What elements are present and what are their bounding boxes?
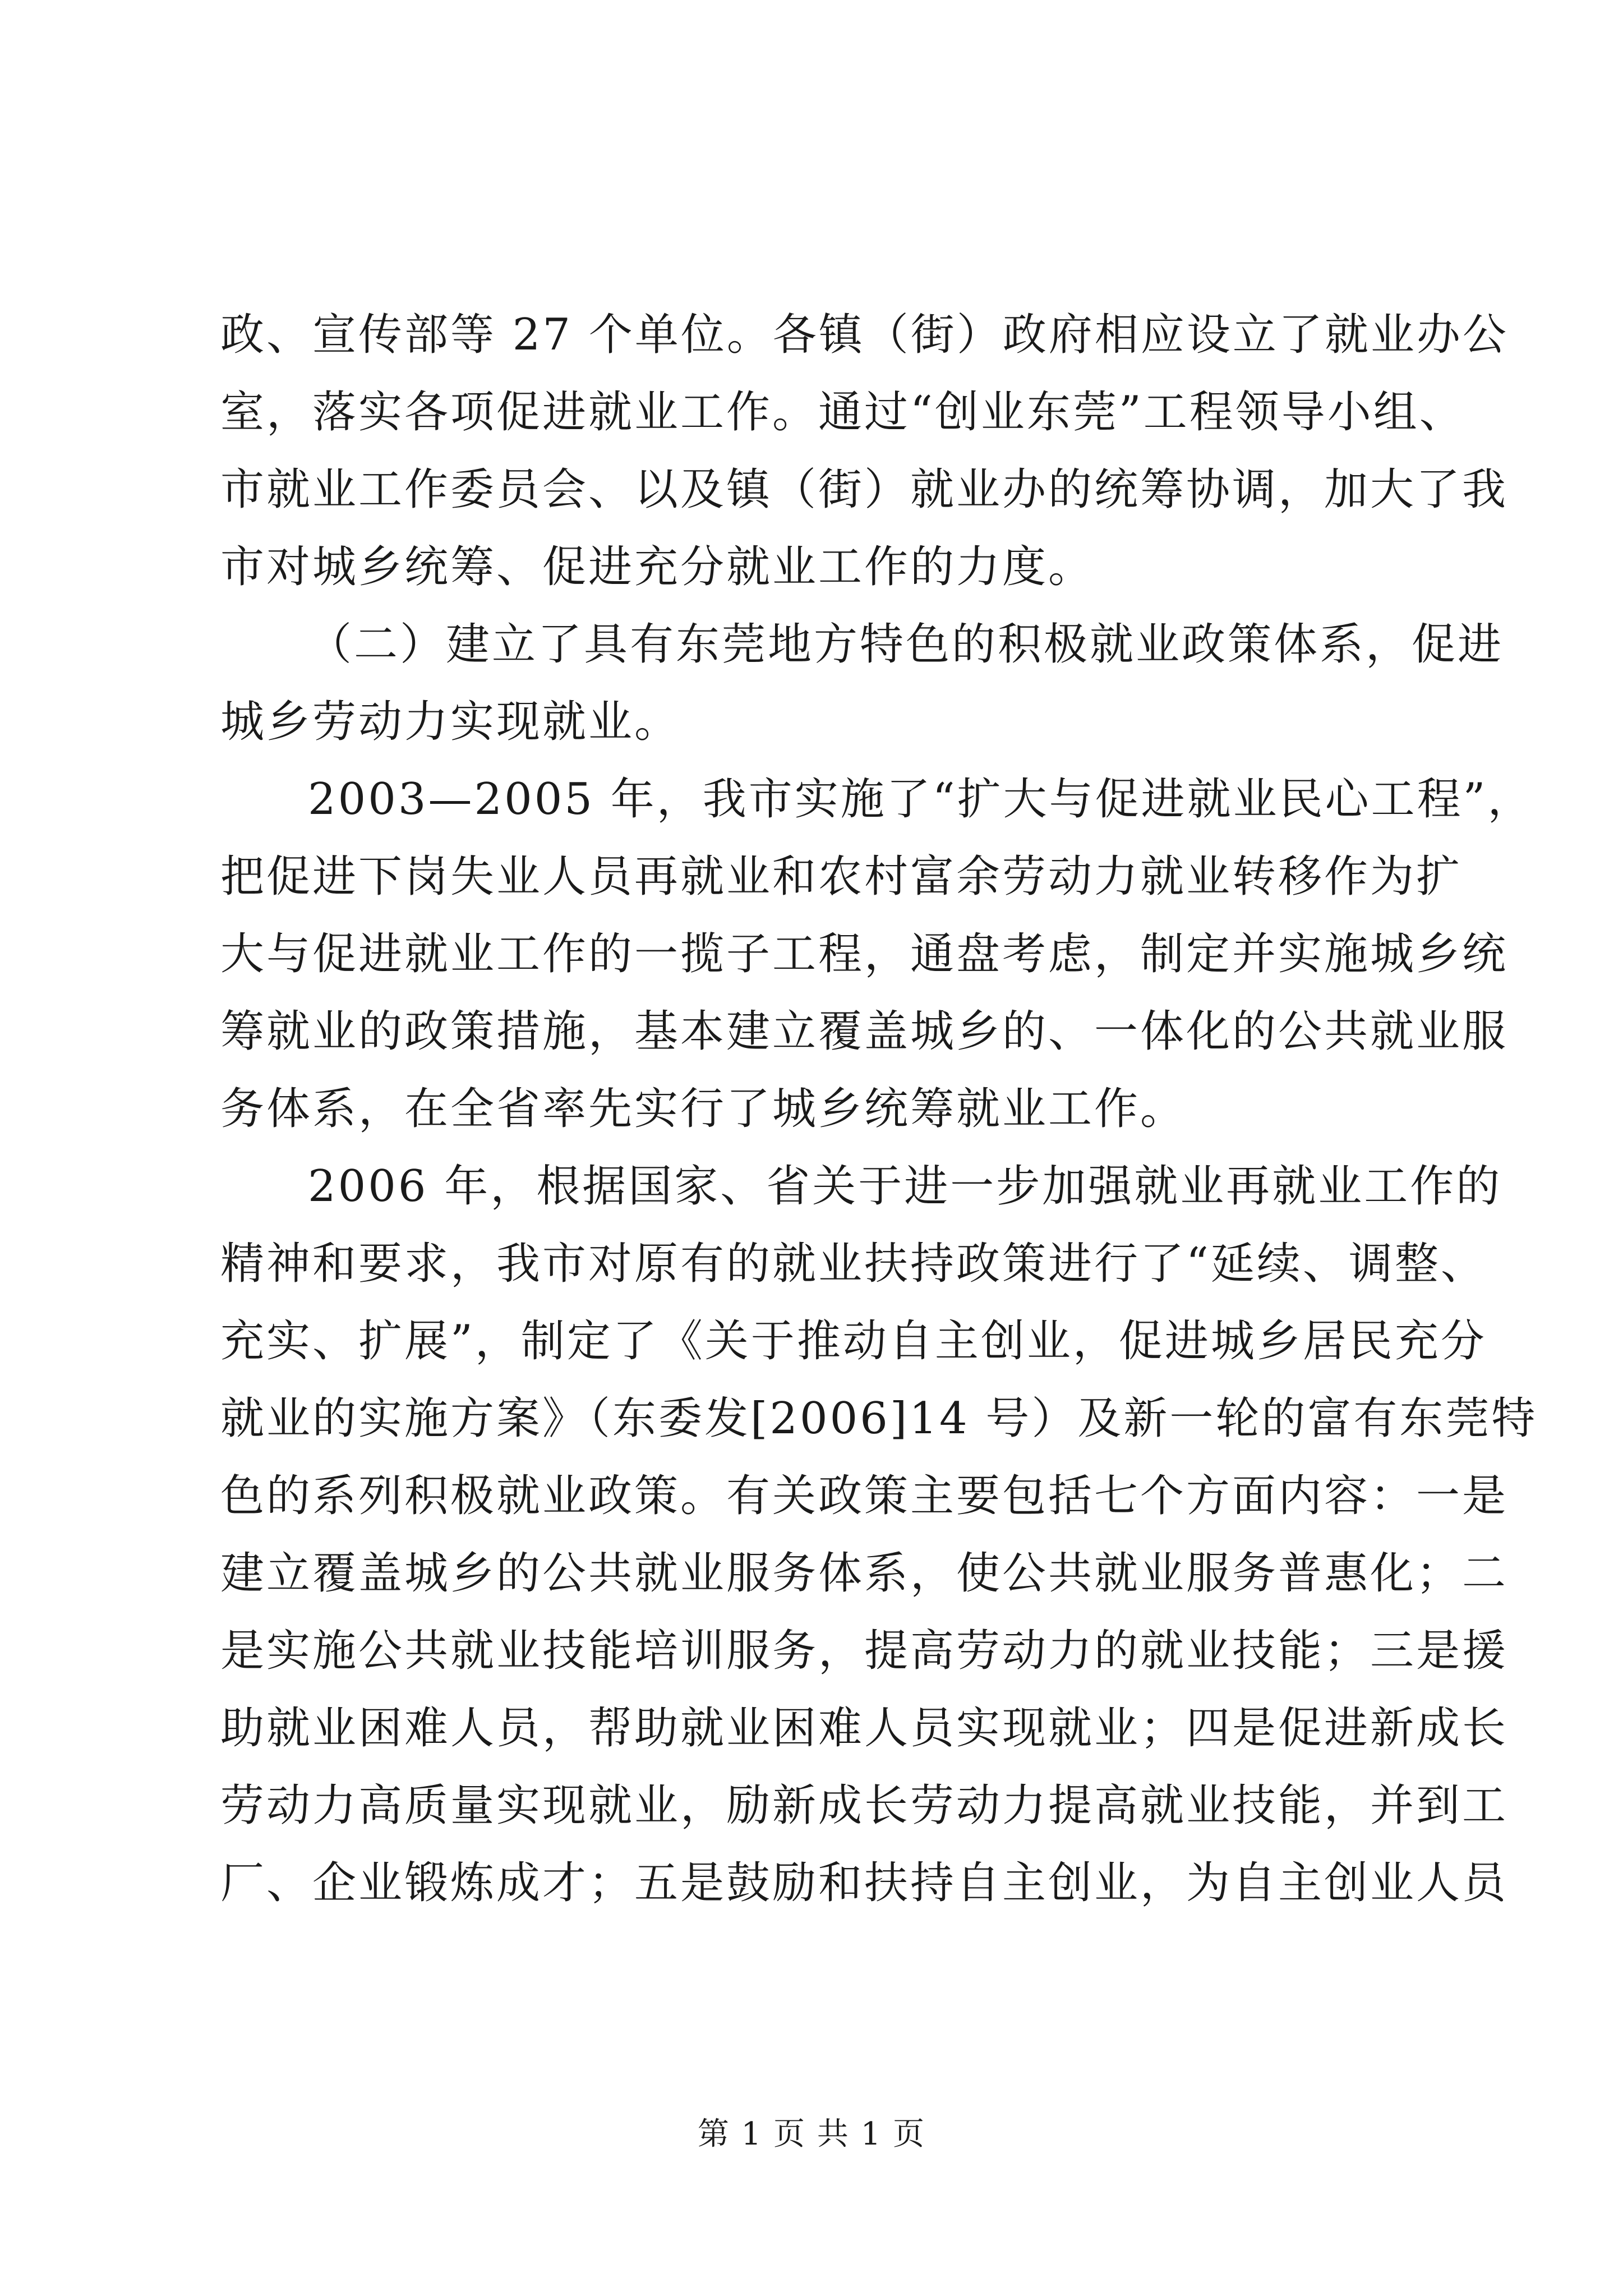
text-line: （二）建立了具有东莞地方特色的积极就业政策体系，促进	[308, 619, 1504, 670]
text-line: 政、宣传部等 27 个单位。各镇（街）政府相应设立了就业办公	[220, 310, 1509, 360]
text-line: 市就业工作委员会、以及镇（街）就业办的统筹协调，加大了我	[220, 464, 1509, 515]
text-line: 市对城乡统筹、促进充分就业工作的力度。	[220, 542, 1095, 592]
text-line: 务体系，在全省率先实行了城乡统筹就业工作。	[220, 1084, 1187, 1134]
page-footer: 第 1 页 共 1 页	[697, 2116, 926, 2152]
text-line: 就业的实施方案》（东委发[2006]14 号）及新一轮的富有东莞特	[220, 1393, 1538, 1444]
text-line: 厂、企业锻炼成才；五是鼓励和扶持自主创业，为自主创业人员	[220, 1858, 1509, 1908]
document-body	[220, 296, 1538, 1922]
text-line: 2003—2005 年，我市实施了“扩大与促进就业民心工程”，	[308, 774, 1534, 825]
text-line: 城乡劳动力实现就业。	[220, 697, 681, 747]
text-line: 把促进下岗失业人员再就业和农村富余劳动力就业转移作为扩	[220, 852, 1463, 902]
text-line: 充实、扩展”，制定了《关于推动自主创业，促进城乡居民充分	[220, 1316, 1487, 1366]
text-line: 建立覆盖城乡的公共就业服务体系，使公共就业服务普惠化；二	[220, 1548, 1509, 1599]
text-line: 精神和要求，我市对原有的就业扶持政策进行了“延续、调整、	[220, 1239, 1487, 1289]
text-line: 筹就业的政策措施，基本建立覆盖城乡的、一体化的公共就业服	[220, 1006, 1509, 1057]
text-line: 色的系列积极就业政策。有关政策主要包括七个方面内容：一是	[220, 1471, 1509, 1521]
text-line: 是实施公共就业技能培训服务，提高劳动力的就业技能；三是援	[220, 1626, 1509, 1676]
text-line: 大与促进就业工作的一揽子工程，通盘考虑，制定并实施城乡统	[220, 929, 1509, 979]
text-line: 助就业困难人员，帮助就业困难人员实现就业；四是促进新成长	[220, 1703, 1509, 1754]
text-line: 劳动力高质量实现就业，励新成长劳动力提高就业技能，并到工	[220, 1780, 1509, 1831]
text-line: 室，落实各项促进就业工作。通过“创业东莞”工程领导小组、	[220, 387, 1465, 438]
text-line: 2006 年，根据国家、省关于进一步加强就业再就业工作的	[308, 1161, 1502, 1212]
